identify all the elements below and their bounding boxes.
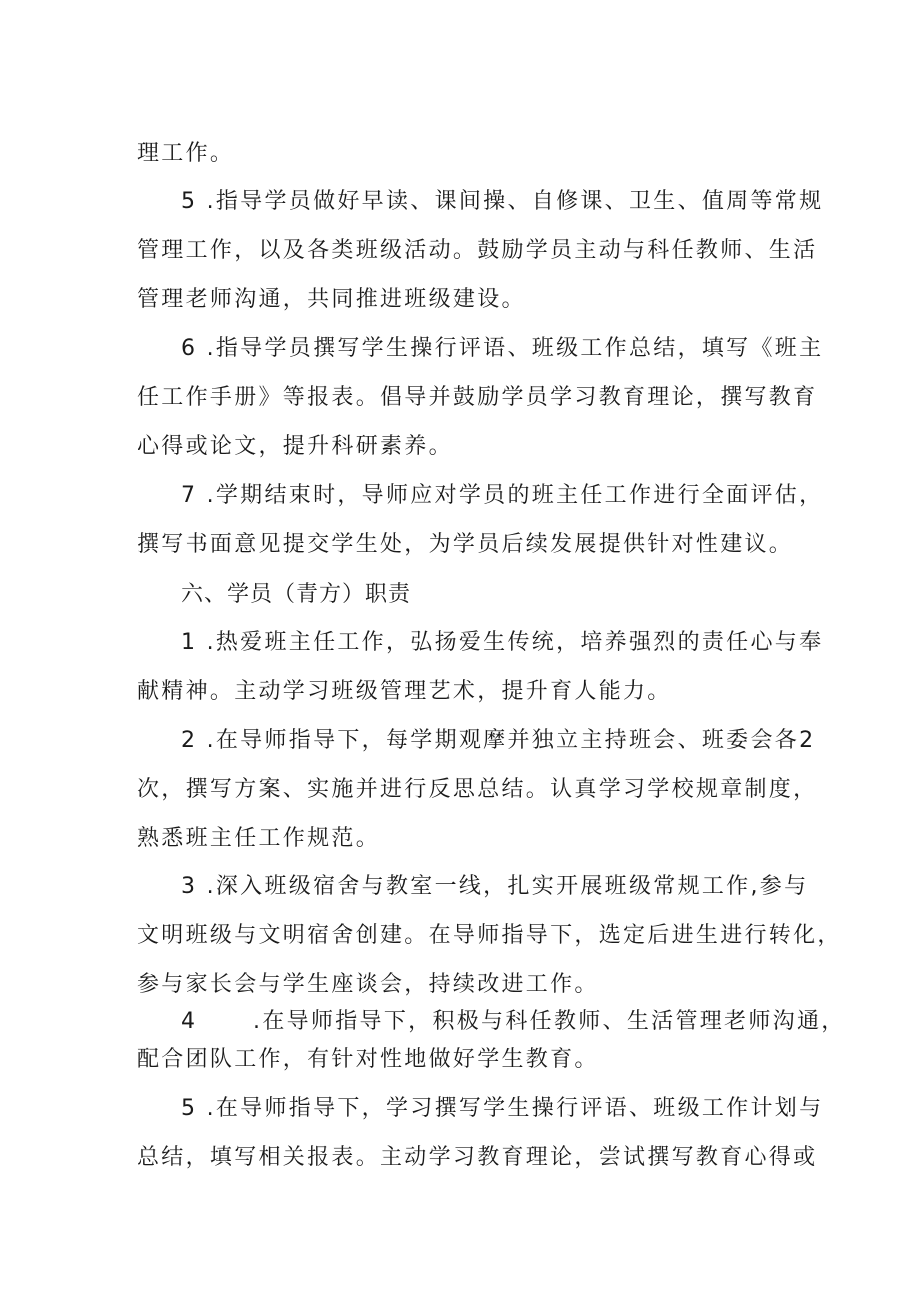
text-line-3: 管理工作，以及各类班级活动。鼓励学员主动与科任教师、生活: [137, 238, 818, 263]
text-line-14: 次，撰写方案、实施并进行反思总结。认真学习学校规章制度，: [137, 777, 818, 802]
text-line-13: 2 .在导师指导下，每学期观摩并独立主持班会、班委会各2: [181, 728, 816, 753]
text-line-17: 文明班级与文明宿舍创建。在导师指导下，选定后进生进行转化，: [137, 923, 842, 948]
text-line-15: 熟悉班主任工作规范。: [137, 826, 381, 851]
text-line-4: 管理老师沟通，共同推进班级建设。: [137, 287, 526, 312]
text-line-8: 7 .学期结束时，导师应对学员的班主任工作进行全面评估，: [181, 483, 824, 508]
text-line-2: 5 .指导学员做好早读、课间操、自修课、卫生、值周等常规: [181, 189, 824, 214]
text-line-20: 配合团队工作，有针对性地做好学生教育。: [137, 1047, 599, 1072]
text-line-22: 总结，填写相关报表。主动学习教育理论，尝试撰写教育心得或: [137, 1145, 818, 1170]
text-line-19: 4 .在导师指导下，积极与科任教师、生活管理老师沟通，: [181, 1009, 846, 1034]
text-line-11: 1 .热爱班主任工作，弘扬爱生传统，培养强烈的责任心与奉: [181, 630, 824, 655]
section-heading: 六、学员（青方）职责: [181, 582, 412, 607]
text-line-1: 理工作。: [137, 141, 235, 166]
text-line-21: 5 .在导师指导下，学习撰写学生操行评语、班级工作计划与: [181, 1096, 824, 1121]
text-line-18: 参与家长会与学生座谈会，持续改进工作。: [137, 972, 599, 997]
text-line-12: 献精神。主动学习班级管理艺术，提升育人能力。: [137, 679, 672, 704]
text-line-5: 6 .指导学员撰写学生操行评语、班级工作总结，填写《班主: [181, 336, 824, 361]
text-line-16: 3 .深入班级宿舍与教室一线，扎实开展班级常规工作,参与: [181, 874, 809, 899]
text-line-6: 任工作手册》等报表。倡导并鼓励学员学习教育理论，撰写教育: [137, 385, 818, 410]
text-line-7: 心得或论文，提升科研素养。: [137, 434, 453, 459]
text-line-9: 撰写书面意见提交学生处，为学员后续发展提供针对性建议。: [137, 532, 794, 557]
